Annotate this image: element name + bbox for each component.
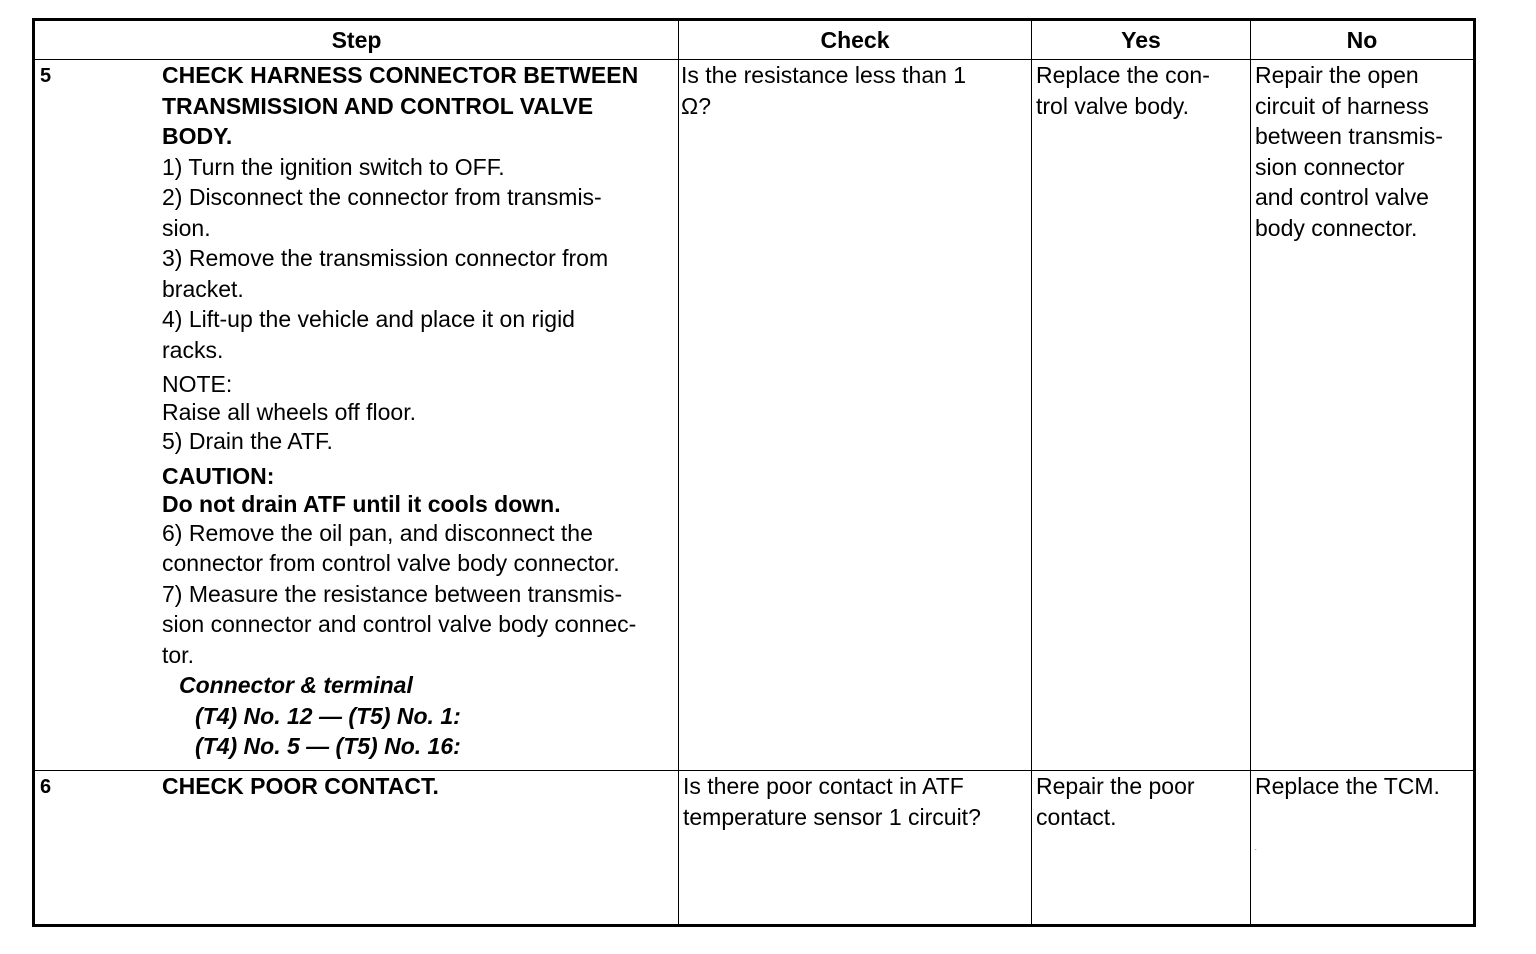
step-title-line: TRANSMISSION AND CONTROL VALVE: [162, 92, 594, 119]
procedure-line: tor.: [162, 641, 194, 668]
step-body: [162, 60, 678, 762]
step-number: 5: [40, 65, 52, 87]
no-line: between transmis-: [1255, 123, 1443, 149]
yes-cell: [1032, 60, 1251, 771]
no-line: and control valve: [1255, 184, 1429, 210]
step-title-line: BODY.: [162, 123, 233, 149]
step-cell: [34, 60, 679, 771]
header-step: Step: [34, 20, 679, 60]
check-line: Ω?: [681, 92, 711, 119]
yes-line: Replace the con-: [1036, 62, 1210, 88]
note-text: Raise all wheels off floor.: [162, 399, 416, 425]
no-cell: [1251, 60, 1475, 771]
step-number: 6: [40, 776, 52, 798]
procedure-line: bracket.: [162, 275, 244, 302]
procedure-line: 3) Remove the transmission connector from: [162, 245, 609, 271]
terminal-label: Connector & terminal: [179, 672, 413, 698]
procedure-line: 5) Drain the ATF.: [162, 428, 333, 454]
header-row: [34, 20, 1475, 60]
no-line: body connector.: [1255, 214, 1418, 241]
no-cell: [1251, 771, 1475, 926]
terminal-spec: (T4) No. 5 — (T5) No. 16:: [195, 733, 461, 759]
check-line: Is the resistance less than 1: [681, 62, 967, 88]
check-cell: [679, 60, 1032, 771]
header-yes: Yes: [1032, 20, 1251, 60]
caution-label: CAUTION:: [162, 462, 275, 489]
header-check: Check: [679, 20, 1032, 60]
check-line: Is there poor contact in ATF: [683, 773, 964, 799]
procedure-line: 4) Lift-up the vehicle and place it on rigid: [162, 306, 575, 332]
no-line: Replace the TCM.: [1255, 773, 1440, 799]
stray-mark: .: [1255, 845, 1257, 852]
table-row-step-6: [34, 771, 1475, 926]
diagnostic-table: [32, 18, 1476, 927]
procedure-line: racks.: [162, 336, 224, 363]
procedure-line: 1) Turn the ignition switch to OFF.: [162, 153, 505, 180]
yes-line: Repair the poor: [1036, 773, 1195, 799]
step-title-line: CHECK HARNESS CONNECTOR BETWEEN: [162, 62, 639, 88]
yes-cell: [1032, 771, 1251, 926]
no-line: Repair the open: [1255, 62, 1419, 88]
step-title-line: CHECK POOR CONTACT.: [162, 773, 439, 799]
caution-text: Do not drain ATF until it cools down.: [162, 490, 561, 517]
procedure-line: 6) Remove the oil pan, and disconnect the: [162, 519, 593, 546]
header-no: No: [1251, 20, 1475, 60]
yes-line: trol valve body.: [1036, 92, 1189, 119]
no-line: sion connector: [1255, 153, 1405, 180]
procedure-line: 7) Measure the resistance between transmis-: [162, 580, 623, 607]
table-row-step-5: [34, 60, 1475, 771]
step-cell: [34, 771, 679, 926]
no-line: circuit of harness: [1255, 92, 1429, 119]
check-line: temperature sensor 1 circuit?: [683, 803, 981, 830]
terminal-spec: (T4) No. 12 — (T5) No. 1:: [195, 702, 461, 729]
procedure-line: 2) Disconnect the connector from transmis-: [162, 184, 602, 210]
procedure-line: sion connector and control valve body connec-: [162, 611, 637, 637]
procedure-line: sion.: [162, 214, 211, 241]
note-label: NOTE:: [162, 371, 233, 397]
check-cell: [679, 771, 1032, 926]
yes-line: contact.: [1036, 803, 1117, 830]
step-body: [162, 771, 678, 803]
procedure-line: connector from control valve body connector.: [162, 550, 620, 576]
